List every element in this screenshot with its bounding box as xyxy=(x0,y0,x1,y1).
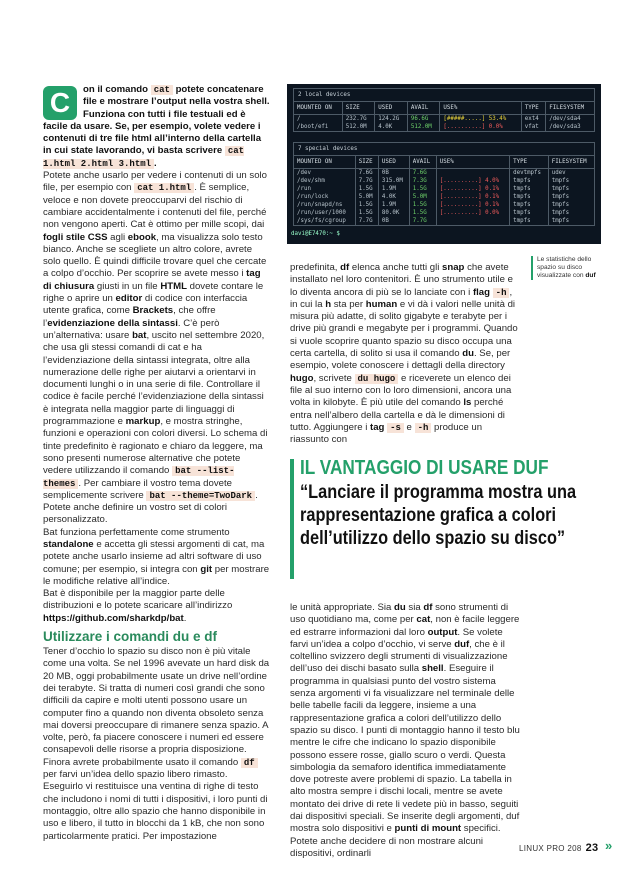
bold-text: snap xyxy=(442,262,465,273)
table-header-cell: TYPE xyxy=(521,102,545,115)
table-cell: 512.0M xyxy=(342,123,375,131)
table-cell: 1.5G xyxy=(355,201,378,209)
table-row xyxy=(294,193,594,201)
inline-code: du hugo xyxy=(355,374,399,384)
table-cell: 4.0K xyxy=(375,123,408,131)
table-header-cell: AVAIL xyxy=(407,102,440,115)
table-cell: [..........] 0.0% xyxy=(436,209,509,217)
table-row xyxy=(294,177,594,185)
table-row xyxy=(294,217,594,225)
table-cell: 5.0M xyxy=(409,193,436,201)
table-cell: tmpfs xyxy=(551,202,570,208)
bold-text: duf xyxy=(454,638,470,650)
inline-code: bat --list-themes xyxy=(43,466,235,489)
table-cell: tmpfs xyxy=(510,217,549,225)
table-cell: /boot/efi xyxy=(294,123,342,131)
pull-quote xyxy=(290,457,608,550)
table-cell: tmpfs xyxy=(510,177,549,185)
bold-text: punti di mount xyxy=(394,823,462,835)
bold-text: h xyxy=(325,298,332,310)
table-cell: /dev/sda4 xyxy=(549,116,581,122)
table-cell: tmpfs xyxy=(510,201,549,209)
bold-text: editor xyxy=(115,293,143,305)
local-devices-title: 2 local devices xyxy=(294,89,594,102)
body-paragraph-1: Potete anche usarlo per vedere i contenuti di un solo file, per esempio con cat 1.html . È semplice, veloce e non dovete preoccuparvi del rischio di cambiare accidentalmente i contenuti del file, perché non vengono aperti. Cat è ottimo per mille scopi, dai fogli stile CSS agli ebook, ma visualizza solo testo bianco. Anche se scegliete un altro colore, avrete solo quello. È quindi difficile trovare quel che cercate a colpo d’occhio. Per scoprire se avete messo i tag di chiusura giusti in un file HTML dovete contare le righe o aprire un editor di codice con interfaccia utente grafica, come Brackets, che offre l’evidenziazione della sintassi. C’è però un’alternativa: usare bat, uscito nel settembre 2020, che usa gli stessi comandi di cat e ha l’evidenziazione della sintassi integrata, oltre alla numerazione delle righe per aiutarvi a orientarvi in documenti lunghi o in una serie di file. Controllare il codice è facile perché l’evidenziazione della sintassi è integrata nella maggior parte di linguaggi di programmazione e markup, e mostra stringhe, funzioni e operazioni con colori diversi. Lo schema di tinte predefinito è ragionato e chiaro da leggere, ma sono presenti numerose alternative che potete vedere utilizzando il comando bat --list-themes . Per cambiare il vostro tema dovete semplicemente scrivere bat --theme=TwoDark . Potete anche definire un vostro set di colori personalizzato. xyxy=(43,170,268,526)
body-paragraph-3: Bat è disponibile per la maggior parte delle distribuzioni e lo potete scaricare all’indirizzo https://github.com/sharkdp/bat. xyxy=(43,588,233,624)
local-devices-table xyxy=(293,88,595,132)
table-cell: 1.5G xyxy=(355,185,378,193)
table-row xyxy=(294,209,594,217)
inline-code: cat 1.html 2.html 3.html xyxy=(43,146,245,169)
table-cell: ext4 xyxy=(521,115,545,124)
table-cell: [..........] 4.0% xyxy=(436,177,509,185)
table-row xyxy=(294,123,594,131)
table-header-cell: SIZE xyxy=(342,102,375,115)
intro-paragraph: on il comando cat potete concatenare file e mostrare l’output nella vostra shell. Funziona con tutti i file testuali ed è facile da usare. Se, per esempio, volete vedere i contenuti di tre file html all’interno della cartella in cui state lavorando, vi basta scrivere cat 1.html 2.html 3.html . xyxy=(43,84,270,169)
bold-text: evidenziazione della sintassi xyxy=(47,317,178,329)
table-cell xyxy=(436,217,509,225)
table-header-cell: USED xyxy=(378,156,409,169)
bold-text: bat xyxy=(132,329,147,341)
left-column xyxy=(43,84,270,843)
screenshot-caption: Le statistiche dello spazio su disco visualizzate con duf xyxy=(531,256,607,280)
table-cell: 1.5G xyxy=(355,209,378,217)
bold-text: df xyxy=(340,262,350,273)
table-row xyxy=(294,115,594,124)
table-cell: 4.0K xyxy=(378,193,409,201)
table-cell: / xyxy=(294,115,342,124)
table-cell: vfat xyxy=(521,123,545,131)
table-header-cell: AVAIL xyxy=(409,156,436,169)
inline-code: bat --theme=TwoDark xyxy=(146,491,255,501)
table-cell: 1.5G xyxy=(409,201,436,209)
drop-cap: C xyxy=(43,86,77,120)
body-paragraph-2: Bat funziona perfettamente come strumento standalone e accetta gli stessi argomenti di cat, ma potete anche usarlo insieme ad altri software di uso comune; per esempio, si integra con git per mostrare le modifiche relative all’indice. xyxy=(43,526,270,587)
inline-code: -h xyxy=(415,423,432,433)
table-cell: 5.0M xyxy=(355,193,378,201)
table-cell: 512.0M xyxy=(407,123,440,131)
table-header-cell: USE% xyxy=(436,156,509,169)
inline-code: cat xyxy=(151,85,173,95)
table-cell: 0B xyxy=(378,169,409,178)
table-cell: [..........] 0.1% xyxy=(436,185,509,193)
bold-text: tag di chiusura xyxy=(43,268,261,292)
table-cell: tmpfs xyxy=(510,209,549,217)
table-cell: /sys/fs/cgroup xyxy=(294,217,355,225)
table-cell: 7.6G xyxy=(355,169,378,178)
pull-quote-heading: IL VANTAGGIO DI USARE DUF xyxy=(300,457,549,479)
table-cell xyxy=(436,169,509,178)
right-paragraph-1: predefinita, df elenca anche tutti gli snap che avete installato nel loro contenitori. È uno strumento utile e lo diventa ancora di più se lo lanciate con i flag -h , in cui la h sta per human e vi dà i valori nelle unità di misura più adatte, di solito gigabyte e terabyte per i drive più grandi e megabyte per i programmi. Quando si vuole scoprire quanto spazio su disco occupa una certa cartella, di solito si usa il comando du. Se, per esempio, volete conoscere i dettagli della directory hugo, scrivete du hugo e riceverete un elenco dei file al suo interno con lo loro dimensioni, ancora una volta in kilobyte. È più utile del comando ls perché entra nell’albero della cartella e dà le dimensioni di tutto. Aggiungere i tag -s e -h produce un riassunto con xyxy=(290,262,518,446)
table-cell: tmpfs xyxy=(510,193,549,201)
bold-text: ebook xyxy=(127,231,157,243)
table-cell: 232.7G xyxy=(342,115,375,124)
table-cell: /dev xyxy=(294,169,355,178)
bold-text: https://github.com/sharkdp/bat xyxy=(43,612,184,624)
bold-text: duf xyxy=(585,272,596,279)
bold-text: HTML xyxy=(160,280,187,292)
right-column-top xyxy=(290,262,522,446)
table-header-cell: USE% xyxy=(440,102,521,115)
table-cell: tmpfs xyxy=(551,218,570,224)
bold-text: cat xyxy=(416,614,431,626)
inline-code: df xyxy=(241,758,258,768)
bold-text: du xyxy=(394,602,406,613)
table-cell: /run/snapd/ns xyxy=(294,201,355,209)
table-cell: tmpfs xyxy=(551,194,570,200)
table-cell: 0B xyxy=(378,217,409,225)
table-row xyxy=(294,201,594,209)
table-cell: 7.6G xyxy=(409,169,436,178)
bold-text: flag xyxy=(472,286,490,298)
bold-text: tag xyxy=(370,421,385,433)
table-cell: tmpfs xyxy=(551,178,570,184)
table-cell: /dev/sda3 xyxy=(549,124,581,130)
table-cell: 124.2G xyxy=(375,115,408,124)
inline-code: -s xyxy=(387,423,404,433)
bold-text: standalone xyxy=(43,538,94,550)
table-cell: tmpfs xyxy=(551,210,570,216)
table-header-cell: USED xyxy=(375,102,408,115)
table-cell: 7.7G xyxy=(355,177,378,185)
table-cell: 315.0M xyxy=(378,177,409,185)
table-header-cell: MOUNTED ON xyxy=(294,102,342,115)
bold-text: output xyxy=(427,626,458,638)
table-cell: /run/lock xyxy=(294,193,355,201)
bold-text: markup xyxy=(125,416,161,428)
terminal-screenshot xyxy=(287,84,601,244)
magazine-issue: LINUX PRO 208 xyxy=(519,844,582,853)
table-cell: [..........] 0.0% xyxy=(440,123,521,131)
table-cell: 7.3G xyxy=(409,177,436,185)
table-row xyxy=(294,169,594,178)
bold-text: git xyxy=(200,563,213,575)
table-cell: /dev/shm xyxy=(294,177,355,185)
shell-prompt: davi@E7470:~ $ xyxy=(291,231,340,237)
bold-text: fogli stile CSS xyxy=(43,231,108,243)
bold-text: df xyxy=(423,602,433,613)
table-cell: 7.7G xyxy=(355,217,378,225)
table-header-cell: SIZE xyxy=(355,156,378,169)
table-cell: 1.9M xyxy=(378,201,409,209)
table-cell: [#####.....] 53.4% xyxy=(440,115,521,124)
table-row xyxy=(294,185,594,193)
table-cell: 96.6G xyxy=(407,115,440,124)
bold-text: du xyxy=(462,348,474,360)
inline-code: cat 1.html xyxy=(134,183,194,193)
pull-quote-bar xyxy=(290,459,294,579)
table-cell: udev xyxy=(551,170,566,176)
bold-text: Brackets xyxy=(132,305,174,317)
body-paragraph-4: Tener d’occhio lo spazio su disco non è più vitale come una volta. Se nel 1996 avevate un hard disk da 20 MB, oggi probabilmente usate un drive nell’ordine dei terabyte. Si tratta di numeri così grandi che sono difficili da capire e molti utenti possono usare un computer fino a quando non diventa obsoleto senza mai doversi preoccupare di rimanere senza spazio. A volte, però, fa piacere conoscere i numeri ed essere consapevoli delle risorse a propria disposizione. Finora avrete probabilmente usato il comando df per farvi un’idea dello spazio libero rimasto. Eseguirlo vi restituisce una ventina di righe di testo che includono i nomi di tutti i dispositivi, i loro punti di montaggio, oltre allo spazio che hanno disponibile in uso e libero, il tutto in blocchi da 1 kB, che non sono particolarmente pratici. Per impostazione xyxy=(43,646,270,842)
pull-quote-text: “Lanciare il programma mostra una rappresentazione grafica a colori dell’utilizzo dello spazio su disco” xyxy=(300,482,577,549)
table-header-cell: FILESYSTEM xyxy=(548,156,594,169)
bold-text: ls xyxy=(463,397,472,409)
right-paragraph-2: le unità appropriate. Sia du sia df sono strumenti di uso quotidiano ma, come per cat, non è facile leggere ed estrarre informazioni dal loro output. Se volete farvi un’idea a colpo d’occhio, vi serve duf, che è il coltellino svizzero degli strumenti di visualizzazione dell’uso dei dischi basato sulla shell. Eseguire il programma in qualsiasi punto del vostro sistema senza argomenti vi fa visualizzare nel terminale delle belle tabelle facili da leggere, insieme a una rappresentazione grafica a colori dell’utilizzo dello spazio su disco. I punti di montaggio hanno il testo blu mentre le cifre che indicano lo spazio disponibile possono essere rosse, giallo scuro o verdi. Questa simbologia da semaforo identifica immediatamente dove potreste avere problemi di spazio. La tabella in alto mostra sempre i dischi locali, mentre se avete montato dei drive di rete li vedete più in basso, seguiti dai dispositivi speciali. Se inserite degli argomenti, duf mostra solo dispositivi e punti di mount specifici. Potete anche decidere di non mostrare alcuni dispositivi, ordinarli xyxy=(290,602,520,859)
table-cell: /run xyxy=(294,185,355,193)
table-cell: 1.5G xyxy=(409,185,436,193)
special-devices-title: 7 special devices xyxy=(294,143,594,156)
table-header-cell: FILESYSTEM xyxy=(546,102,594,115)
table-cell: 80.0K xyxy=(378,209,409,217)
table-cell: [..........] 0.1% xyxy=(436,193,509,201)
table-cell: tmpfs xyxy=(510,185,549,193)
table-cell: 1.9M xyxy=(378,185,409,193)
page-number: 23 xyxy=(585,842,599,854)
table-cell: [..........] 0.1% xyxy=(436,201,509,209)
page-folio xyxy=(519,842,598,854)
right-column-bottom xyxy=(290,602,522,860)
table-cell: /run/user/1000 xyxy=(294,209,355,217)
continue-arrow-icon: » xyxy=(605,838,613,853)
table-header-cell: TYPE xyxy=(510,156,549,169)
table-cell: devtmpfs xyxy=(510,169,549,178)
table-cell: 1.5G xyxy=(409,209,436,217)
section-subheading: Utilizzare i comandi du e df xyxy=(43,629,218,645)
table-header-cell: MOUNTED ON xyxy=(294,156,355,169)
bold-text: shell xyxy=(421,663,444,675)
inline-code: -h xyxy=(493,288,510,298)
table-cell: 7.7G xyxy=(409,217,436,225)
special-devices-table xyxy=(293,142,595,226)
bold-text: human xyxy=(365,298,398,310)
bold-text: hugo xyxy=(290,372,314,384)
table-cell: tmpfs xyxy=(551,186,570,192)
